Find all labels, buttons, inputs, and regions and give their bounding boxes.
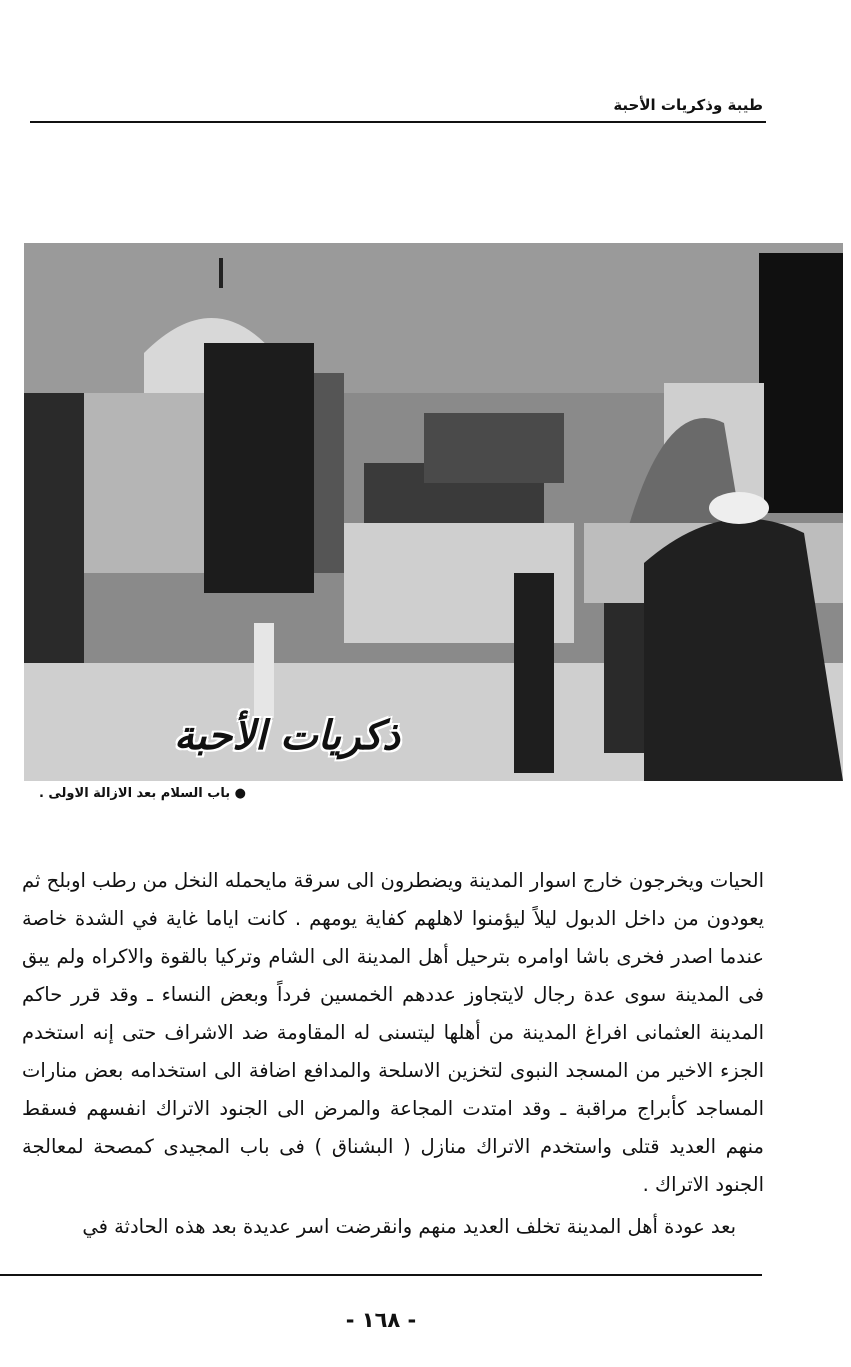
historical-photo	[24, 243, 843, 781]
photo-scene	[24, 243, 843, 781]
header-title: طيبة وذكريات الأحبة	[613, 96, 763, 114]
photo-watermark: ذكريات الأحبة	[174, 712, 400, 759]
body-text	[22, 862, 764, 1246]
paragraph-1: الحيات ويخرجون خارج اسوار المدينة ويضطرون الى سرقة مايحمله النخل من رطب اوبلح ثم يعودون من داخل الدبول ليلاً ليؤمنوا لاهلهم كفاية يومهم . كانت اياما غاية في الشدة خاصة عندما اصدر فخرى باشا اوامره بترحيل أهل المدينة الى الشام وتركيا بالقوة والاكراه ولم يبق فى المدينة سوى عدة رجال لايتجاوز عددهم الخمسين فرداً وبعض النساء ـ وقد قرر حاكم المدينة العثمانى افراغ المدينة من أهلها ليتسنى له المقاومة ضد الاشراف حتى إنه استخدم الجزء الاخير من المسجد النبوى لتخزين الاسلحة والمدافع اضافة الى استخدامه بعض منارات المساجد كأبراج مراقبة ـ وقد امتدت المجاعة والمرض الى الجنود الاتراك انفسهم فسقط منهم العديد قتلى واستخدم الاتراك منازل ( البشناق ) فى باب المجيدى كمصحة لمعالجة الجنود الاتراك .	[22, 869, 764, 1196]
photo-caption: ● باب السلام بعد الازالة الاولى .	[38, 786, 246, 801]
footer-rule	[0, 1274, 762, 1276]
header-rule	[30, 121, 766, 123]
page-number: - ١٦٨ -	[345, 1308, 417, 1332]
paragraph-2: بعد عودة أهل المدينة تخلف العديد منهم وانقرضت اسر عديدة بعد هذه الحادثة في	[82, 1215, 736, 1238]
